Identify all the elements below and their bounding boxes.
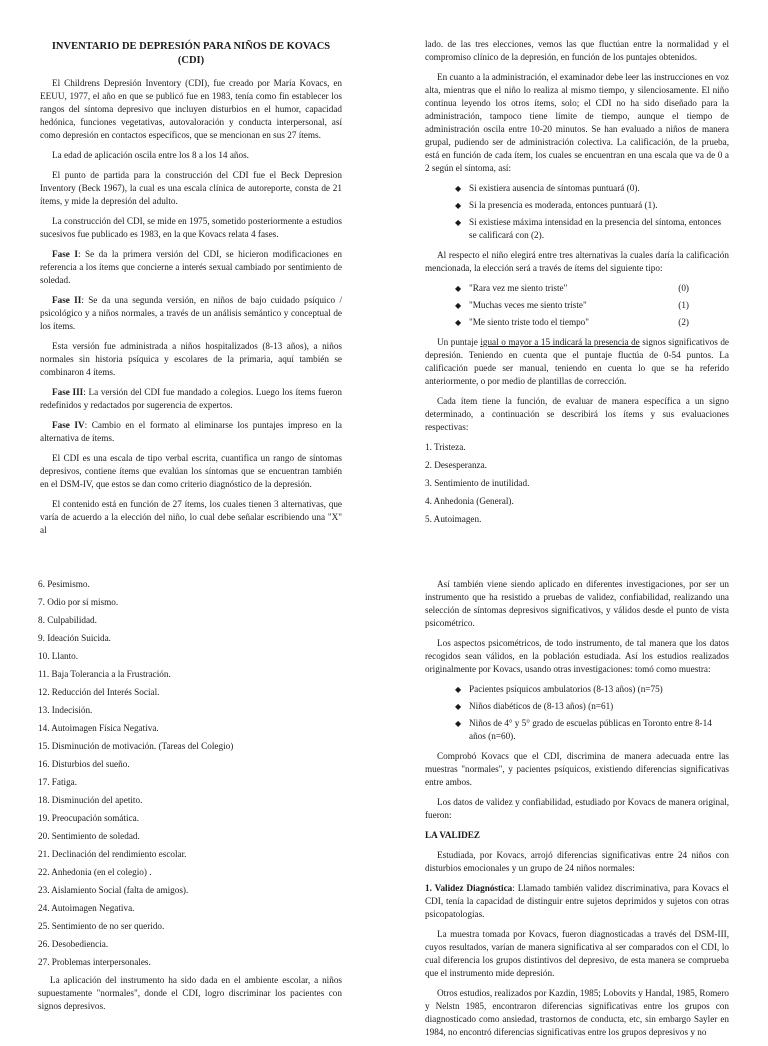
title-line-2: (CDI) [177,55,205,66]
example-score: (1) [678,300,689,310]
paragraph: El punto de partida para la construcción del CDI fue el Beck Depresion Inventory (Beck 1967), la cual es una escala clínica de autoreporte, consta de 21 ítems, y mide la depresión del adulto. [40,170,342,206]
list-item: ◆ Si la presencia es moderada, entonces puntuará (1). [455,200,658,210]
paragraph: Estudiada, por Kovacs, arrojó diferencias significativas entre 24 niños con disturbios emocionales y un grupo de 24 niños normales: [425,850,729,873]
items-list [38,578,342,969]
example-items-list [425,282,729,329]
fase-label: Fase I [52,249,78,259]
list-item: 12. Reducción del Interés Social. [38,687,160,697]
list-item: ◆ Niños diabéticos de (8-13 años) (n=61) [455,701,614,711]
section-heading: LA VALIDEZ [425,830,481,840]
list-item: ◆ "Me siento triste todo el tiempo" (2) [455,317,689,327]
list-item: 6. Pesimismo. [38,579,90,589]
list-item: 19. Preocupación somática. [38,813,140,823]
fase-3-paragraph [40,386,342,412]
diamond-bullet-icon: ◆ [455,301,462,310]
title-line-1: INVENTARIO DE DEPRESIÓN PARA NIÑOS DE KOVACS [51,41,331,52]
list-item: 18. Disminución del apetito. [38,795,143,805]
paragraph: Comprobó Kovacs que el CDI, discrimina de manera adecuada entre las muestras "normales", y pacientes psíquicos, existiendo diferencias significativas entre ambos. [425,751,729,787]
fase-text: : Se da la primera versión del CDI, se hicieron modificaciones en referencia a los ítems que concierne a interés sexual cambiado por sentimiento de soledad. [40,249,342,285]
fase-label: Fase III [52,387,84,397]
page2-right-column [425,578,729,1046]
paragraph: Los datos de validez y confiabilidad, estudiado por Kovacs de manera original, fueron: [425,797,729,820]
paragraph: Al respecto el niño elegirá entre tres alternativas la cuales daría la calificación mencionada, la elección será a través de ítems del siguiente tipo: [425,250,729,273]
fase-label: Fase IV [52,420,85,430]
diamond-bullet-icon: ◆ [455,201,462,210]
list-item: 23. Aislamiento Social (falta de amigos). [38,885,189,895]
paragraph: El Childrens Depresión Inventory (CDI), fue creado por María Kovacs, en EEUU, 1977, el año en que se publicó fue en 1983, tenía como fin establecer los rangos del síntoma depresivo que incluyen disturbios en el humor, capacidad hedónica, funciones vegetativas, autovaloración y conducta interpersonal, así como depresión en contactos específicos, que se mencionan en sus 27 ítems. [40,78,342,140]
list-item: 20. Sentimiento de soledad. [38,831,140,841]
sample-bullet-list [425,683,729,743]
paragraph: La edad de aplicación oscila entre los 8 a los 14 años. [52,150,249,160]
fase-text: : La versión del CDI fue mandado a colegios. Luego los ítems fueron redefinidos y redactados por sugerencia de expertos. [40,387,342,410]
paragraph: La aplicación del instrumento ha sido dada en el ambiente escolar, a niños supuestamente "normales", donde el CDI, logro discriminar los pacientes con signos depresivos. [38,975,342,1011]
validity-paragraph: 1. Validez Diagnóstica: Llamado también validez discriminativa, para Kovacs el CDI, tenía la capacidad de distinguir entre sujetos deprimidos y sujetos con otras psicopatologías. [425,883,729,919]
list-item: ◆ Si existiese máxima intensidad en la presencia del síntoma, entonces se calificará con (2). [455,217,722,240]
page1-left-column [40,40,342,544]
paragraph: En cuanto a la administración, el examinador debe leer las instrucciones en voz alta, mientras que el niño lo realiza al mismo tiempo, y silenciosamente. El niño continua leyendo los otros ítems, solo; el CDI no ha sido diseñado para la administración, tampoco tiene límite de tiempo, aunque el tiempo de administración oscila entre 10-20 minutos. Se han evaluado a niños de manera grupal, pudiendo ser de administración colectiva. La calificación, de la prueba, está en función de cada ítem, los cuales se encuentran en una escala que va de 0 a 2 según el síntoma, así: [425,72,729,173]
list-item: 24. Autoimagen Negativa. [38,903,135,913]
paragraph: La muestra tomada por Kovacs, fueron diagnosticadas a través del DSM-III, cuyos resultados, varían de manera significativa al ser comparados con el CDI, lo cual diferencia los grupos distintivos del depresivo, de esta manera se comprueba que el instrumento mide depresión. [425,929,729,978]
paragraph: El contenido está en función de 27 ítems, los cuales tienen 3 alternativas, que varía de acuerdo a la elección del niño, lo cual debe señalar escribiendo una "X" al [40,499,342,535]
paragraph: Esta versión fue administrada a niños hospitalizados (8-13 años), a niños normales sin historia psíquica y escolares de la primaria, aquí también se combinaron 4 ítems. [40,341,342,377]
list-item: 17. Fatiga. [38,777,78,787]
paragraph: Cada ítem tiene la función, de evaluar de manera específica a un signo determinado, a continuación se describirá los ítems y sus evaluaciones respectivas: [425,396,729,432]
list-item: ◆ Pacientes psíquicos ambulatorios (8-13 años) (n=75) [455,684,663,694]
list-item: 25. Sentimiento de no ser querido. [38,921,165,931]
page2-left-column [38,578,342,1020]
list-item: 11. Baja Tolerancia a la Frustración. [38,669,171,679]
diamond-bullet-icon: ◆ [455,318,462,327]
list-item: 21. Declinación del rendimiento escolar. [38,849,187,859]
validity-label: 1. Validez Diagnóstica [425,883,513,893]
diamond-bullet-icon: ◆ [455,685,462,694]
list-item: ◆ "Rara vez me siento triste" (0) [455,283,689,293]
list-item: 9. Ideación Suicida. [38,633,111,643]
list-item: 26. Desobediencia. [38,939,109,949]
fase-1-paragraph [40,248,342,287]
list-item: 3. Sentimiento de inutilidad. [425,478,530,488]
paragraph: lado. de las tres elecciones, vemos las que fluctúan entre la normalidad y el compromiso clínico de la depresión, en función de los puntajes obtenidos. [425,39,729,62]
list-item: 2. Desesperanza. [425,460,487,470]
diamond-bullet-icon: ◆ [455,218,462,227]
diamond-bullet-icon: ◆ [455,184,462,193]
fase-label: Fase II [52,295,82,305]
document-title [40,40,342,68]
list-item: 4. Anhedonia (General). [425,496,514,506]
fase-2-paragraph [40,294,342,333]
list-item: 16. Disturbios del sueño. [38,759,130,769]
list-item: ◆ "Muchas veces me siento triste" (1) [455,300,689,310]
list-item: 5. Autoimagen. [425,514,482,524]
paragraph: La construcción del CDI, se mide en 1975, sometido posteriormente a estudios sucesivos fue publicado es 1983, en la que Kovacs relata 4 fases. [40,216,342,239]
list-item: 13. Indecisión. [38,705,93,715]
fase-text: : Se da una segunda versión, en niños de bajo cuidado psíquico / psicológico y a niños normales, a través de un análisis semántico y conceptual de los ítems. [40,295,343,331]
paragraph: Así también viene siendo aplicado en diferentes investigaciones, por ser un instrumento que ha resistido a pruebas de validez, confiabilidad, realizando una selección de síntomas depresivos significativos, y válidos desde el punto de vista psicométrico. [425,579,729,628]
score-paragraph: Un puntaje igual o mayor a 15 indicará la presencia de signos significativos de depresión. Teniendo en cuenta que el puntaje fluctúa de 0-54 puntos. La calificación puede ser manual, teniendo en cuenta lo que se ha referido anteriormente, o por medio de plantillas de corrección. [425,337,729,386]
scoring-bullet-list [425,182,729,242]
list-item: 15. Disminución de motivación. (Tareas del Colegio) [38,741,234,751]
list-item: 27. Problemas interpersonales. [38,957,151,967]
list-item: 22. Anhedonia (en el colegio) . [38,867,152,877]
fase-text: : Cambio en el formato al eliminarse los puntajes impreso en la alternativa de ítems. [40,420,342,443]
diamond-bullet-icon: ◆ [455,702,462,711]
paragraph: El CDI es una escala de tipo verbal escrita, cuantifica un rango de síntomas depresivos, contiene ítems que evalúan los síntomas que se encuentran también en el DSM-IV, que estos se dan como criterio diagnóstico de la depresión. [40,453,342,489]
diamond-bullet-icon: ◆ [455,284,462,293]
list-item: 7. Odio por sí mismo. [38,597,119,607]
list-item: 1. Tristeza. [425,442,466,452]
paragraph: Los aspectos psicométricos, de todo instrumento, de tal manera que los datos recogidos sean válidos, en la población estudiada. Así los estudios realizados originalmente por Kovacs, usando otras investigaciones: tomó como muestra: [425,638,729,674]
example-score: (0) [678,283,689,293]
paragraph: Otros estudios, realizados por Kazdin, 1985; Lobovits y Handal, 1985, Romero y Nelstn 1985, encontraron diferencias significativas entre los grupos con diagnosticado como ansiedad, trastornos de conducta, etc, sin embargo Sayler en 1984, no encontró diferencias significativas entre los grupos depresivos y no [425,988,729,1037]
list-item: 14. Autoimagen Física Negativa. [38,723,159,733]
items-list [425,441,729,526]
list-item: 10. Llanto. [38,651,79,661]
diamond-bullet-icon: ◆ [455,719,462,728]
list-item: ◆ Si existiera ausencia de síntomas puntuará (0). [455,183,640,193]
fase-4-paragraph [40,419,342,445]
list-item: 8. Culpabilidad. [38,615,97,625]
list-item: ◆ Niños de 4° y 5° grado de escuelas públicas en Toronto entre 8-14 años (n=60). [455,718,712,741]
page1-right-column [425,38,729,531]
example-score: (2) [678,317,689,327]
